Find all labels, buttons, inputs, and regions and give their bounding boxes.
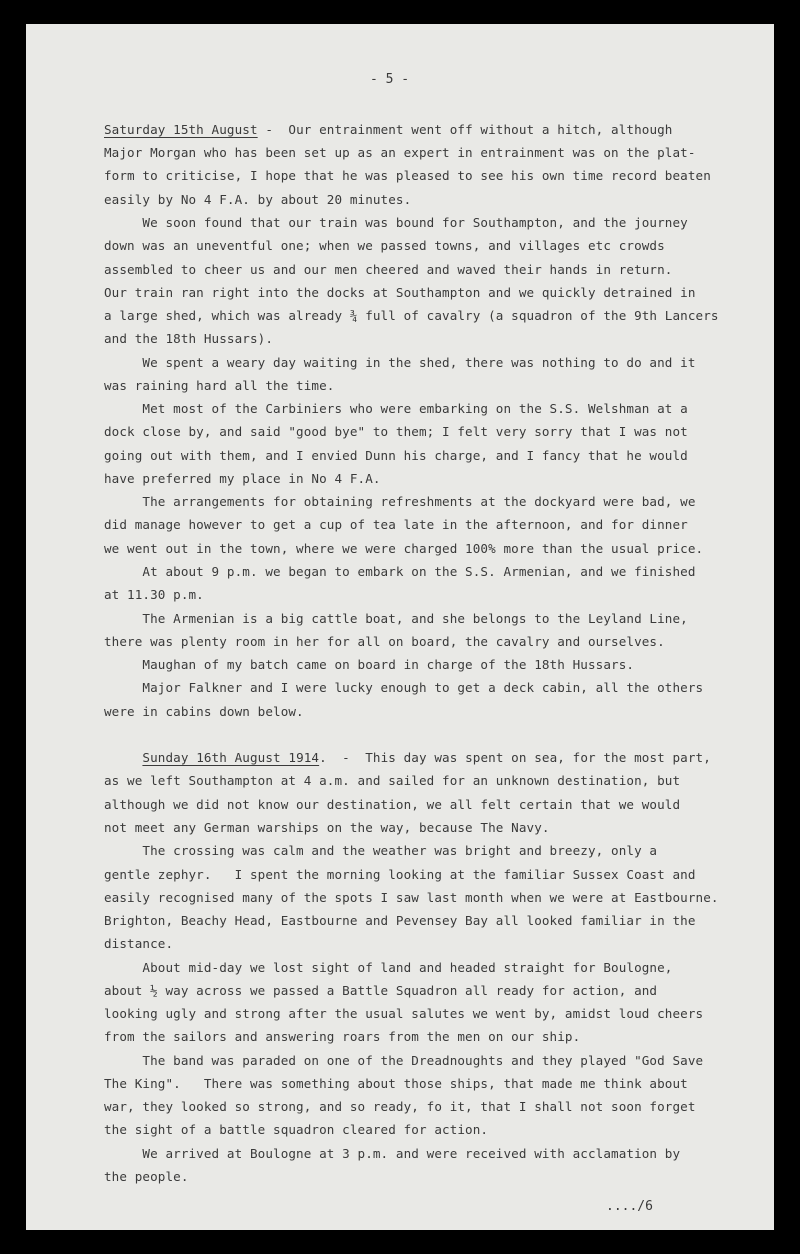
section1-first-line [104, 122, 673, 137]
section1-line: We soon found that our train was bound for Southampton, and the journey [104, 215, 688, 230]
section2-line: looking ugly and strong after the usual salutes we went by, amidst loud cheers [104, 1006, 704, 1021]
section1-line: down was an uneventful one; when we passed towns, and villages etc crowds [104, 238, 665, 253]
section2-heading: Sunday 16th August 1914 [142, 750, 320, 765]
section2-line: the people. [104, 1169, 189, 1184]
section2-line: as we left Southampton at 4 a.m. and sailed for an unknown destination, but [104, 773, 681, 788]
section1-heading: Saturday 15th August [104, 122, 258, 137]
section2-line: distance. [104, 936, 174, 951]
section2-line: although we did not know our destination, we all felt certain that we would [104, 797, 681, 812]
section2-line: about ½ way across we passed a Battle Squadron all ready for action, and [104, 983, 658, 998]
section2-line: not meet any German warships on the way, because The Navy. [104, 820, 550, 835]
document-page [26, 24, 774, 1230]
section1-line: Met most of the Carbiniers who were embarking on the S.S. Welshman at a [104, 401, 688, 416]
section1-line: - Our entrainment went off without a hitch, although [257, 122, 673, 137]
section1-line: going out with them, and I envied Dunn his charge, and I fancy that he would [104, 448, 688, 463]
section1-line: there was plenty room in her for all on board, the cavalry and ourselves. [104, 634, 665, 649]
section2-line: war, they looked so strong, and so ready, fo it, that I shall not soon forget [104, 1099, 696, 1114]
section2-line: We arrived at Boulogne at 3 p.m. and were received with acclamation by [104, 1146, 681, 1161]
section1-line: was raining hard all the time. [104, 378, 335, 393]
section1-line: At about 9 p.m. we began to embark on the S.S. Armenian, and we finished [104, 564, 696, 579]
section1-line: did manage however to get a cup of tea late in the afternoon, and for dinner [104, 517, 688, 532]
section1-line: a large shed, which was already ¾ full of cavalry (a squadron of the 9th Lancers [104, 308, 719, 323]
section1-line: have preferred my place in No 4 F.A. [104, 471, 381, 486]
section1-line: we went out in the town, where we were charged 100% more than the usual price. [104, 541, 704, 556]
section2-line: About mid-day we lost sight of land and headed straight for Boulogne, [104, 960, 673, 975]
section1-line: dock close by, and said "good bye" to them; I felt very sorry that I was not [104, 424, 688, 439]
section1-line: easily by No 4 F.A. by about 20 minutes. [104, 192, 412, 207]
section1-line: at 11.30 p.m. [104, 587, 204, 602]
section1-line: Our train ran right into the docks at Southampton and we quickly detrained in [104, 285, 696, 300]
section1-line: assembled to cheer us and our men cheered and waved their hands in return. [104, 262, 673, 277]
continuation-marker: ..../6 [606, 1199, 653, 1214]
section1-line: and the 18th Hussars). [104, 331, 274, 346]
section2-line: The band was paraded on one of the Dreadnoughts and they played "God Save [104, 1053, 704, 1068]
section2-line: The King". There was something about those ships, that made me think about [104, 1076, 688, 1091]
section2-line: from the sailors and answering roars from the men on our ship. [104, 1029, 581, 1044]
page-number: - 5 - [370, 72, 410, 87]
section2-line: gentle zephyr. I spent the morning looking at the familiar Sussex Coast and [104, 867, 696, 882]
section1-line: Major Morgan who has been set up as an expert in entrainment was on the plat- [104, 145, 696, 160]
section2-line: the sight of a battle squadron cleared for action. [104, 1122, 489, 1137]
section2-line: . - This day was spent on sea, for the most part, [319, 750, 711, 765]
section1-line: form to criticise, I hope that he was pleased to see his own time record beaten [104, 168, 711, 183]
section2-line: easily recognised many of the spots I saw last month when we were at Eastbourne. [104, 890, 719, 905]
section1-line: Major Falkner and I were lucky enough to get a deck cabin, all the others [104, 680, 704, 695]
section2-first-line [104, 750, 711, 765]
section2-line: The crossing was calm and the weather was bright and breezy, only a [104, 843, 658, 858]
section1-line: We spent a weary day waiting in the shed, there was nothing to do and it [104, 355, 696, 370]
section1-line: Maughan of my batch came on board in charge of the 18th Hussars. [104, 657, 635, 672]
section1-line: were in cabins down below. [104, 704, 304, 719]
section2-line: Brighton, Beachy Head, Eastbourne and Pevensey Bay all looked familiar in the [104, 913, 696, 928]
section1-line: The arrangements for obtaining refreshments at the dockyard were bad, we [104, 494, 696, 509]
section1-line: The Armenian is a big cattle boat, and she belongs to the Leyland Line, [104, 611, 688, 626]
